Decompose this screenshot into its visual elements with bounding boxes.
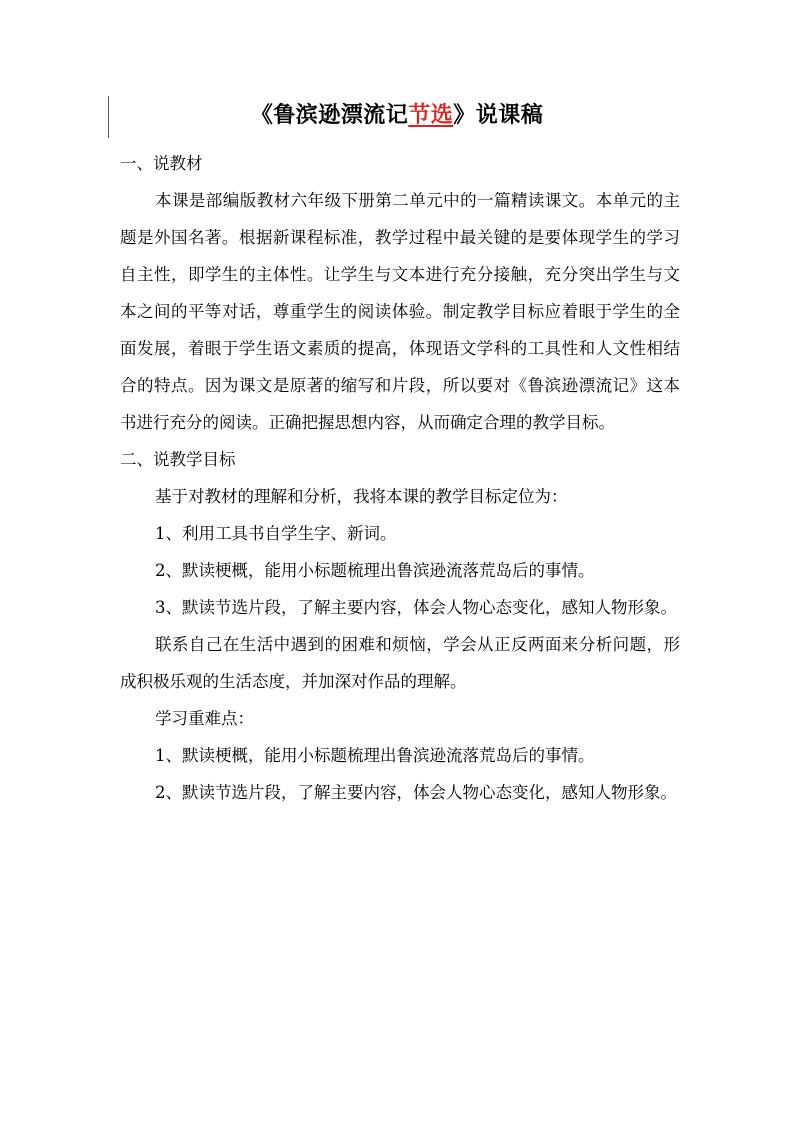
title-highlight: 节选 — [408, 103, 454, 128]
key-point-2: 2、默读节选片段，了解主要内容，体会人物心态变化，感知人物形象。 — [155, 783, 677, 802]
goal-item-3: 3、默读节选片段，了解主要内容，体会人物心态变化，感知人物形象。 — [155, 598, 677, 617]
title-text-end: 》说课稿 — [453, 103, 544, 128]
goal-item-2: 2、默读梗概，能用小标题梳理出鲁滨逊流落荒岛后的事情。 — [155, 561, 595, 580]
title-text-start: 《鲁滨逊漂流记 — [250, 103, 409, 128]
document-body — [120, 145, 680, 811]
goal-item-4: 联系自己在生活中遇到的困难和烦恼，学会从正反两面来分析问题，形成积极乐观的生活态度，并加深对作品的理解。 — [120, 635, 680, 691]
key-point-1: 1、默读梗概，能用小标题梳理出鲁滨逊流落荒岛后的事情。 — [155, 746, 595, 765]
section-heading-teaching-goals: 二、说教学目标 — [120, 450, 236, 469]
paragraph-textbook-analysis: 本课是部编版教材六年级下册第二单元中的一篇精读课文。本单元的主题是外国名著。根据新课程标准，教学过程中最关键的是要体现学生的学习自主性，即学生的主体性。让学生与文本进行充分接触，充分突出学生与文本之间的平等对话，尊重学生的阅读体验。制定教学目标应着眼于学生的全面发展，着眼于学生语文素质的提高，体现语文学科的工具性和人文性相结合的特点。因为课文是原著的缩写和片段，所以要对《鲁滨逊漂流记》这本书进行充分的阅读。正确把握思想内容，从而确定合理的教学目标。 — [120, 191, 680, 432]
document-title — [0, 101, 794, 131]
key-points-heading: 学习重难点： — [155, 709, 254, 728]
section-heading-textbook: 一、说教材 — [120, 154, 203, 173]
goal-item-1: 1、利用工具书自学生字、新词。 — [155, 524, 397, 543]
paragraph-goals-intro: 基于对教材的理解和分析，我将本课的教学目标定位为： — [155, 487, 568, 506]
